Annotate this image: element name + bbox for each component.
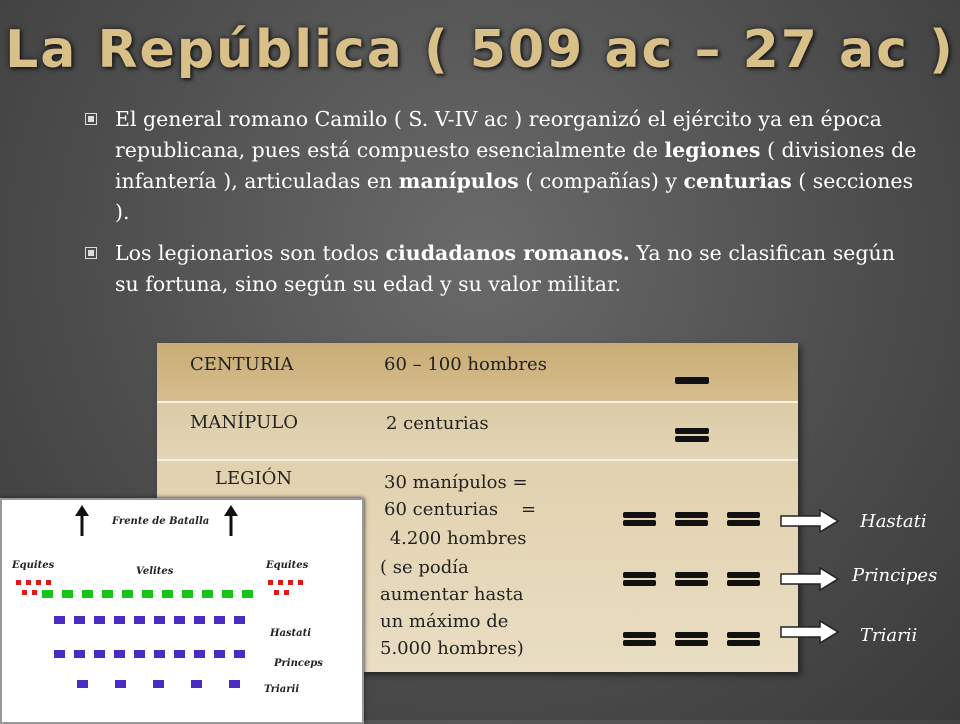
bullet-2-bold-ciudadanos: ciudadanos romanos. — [385, 241, 630, 265]
hastati-label: Hastati — [270, 628, 312, 639]
arrow-right-icon — [780, 567, 840, 591]
velites-label: Velites — [136, 566, 174, 577]
hastati-unit — [94, 616, 105, 624]
table-cell-desc-5: aumentar hasta — [380, 584, 524, 605]
manipulo-symbol-bottom — [675, 436, 709, 442]
legion-triarii-symbol — [675, 632, 708, 638]
legion-triarii-symbol — [727, 632, 760, 638]
line-label-principes: Principes — [852, 565, 938, 586]
princeps-unit — [214, 650, 225, 658]
princeps-unit — [174, 650, 185, 658]
princeps-label: Princeps — [274, 658, 323, 669]
bullet-list — [85, 104, 925, 310]
triarii-unit — [77, 680, 88, 688]
equites-unit — [268, 580, 273, 585]
hastati-unit — [74, 616, 85, 624]
triarii-unit — [229, 680, 240, 688]
arrow-right-icon — [780, 509, 840, 533]
velites-unit — [82, 590, 93, 598]
equites-unit — [46, 580, 51, 585]
hastati-unit — [234, 616, 245, 624]
legion-principes-symbol — [675, 580, 708, 586]
bullet-1-text-4: ( secciones ). — [115, 169, 914, 224]
princeps-unit — [54, 650, 65, 658]
bullet-1-bold-manipulos: manípulos — [398, 169, 519, 193]
equites-right-label: Equites — [266, 560, 309, 571]
table-cell-desc: 60 – 100 hombres — [384, 354, 547, 375]
table-cell-desc: 2 centurias — [386, 413, 489, 434]
front-label: Frente de Batalla — [112, 516, 210, 527]
legion-principes-symbol — [727, 580, 760, 586]
table-row-manipulo — [157, 403, 798, 459]
bullet-1-bold-legiones: legiones — [664, 138, 761, 162]
hastati-unit — [194, 616, 205, 624]
equites-unit — [26, 580, 31, 585]
princeps-unit — [74, 650, 85, 658]
bullet-1 — [85, 104, 925, 228]
legion-hastati-symbol — [623, 520, 656, 526]
line-label-hastati: Hastati — [860, 511, 927, 532]
legion-triarii-symbol — [623, 632, 656, 638]
equites-unit — [22, 590, 27, 595]
arrow-up-icon — [224, 505, 238, 536]
legion-hastati-symbol — [727, 520, 760, 526]
arrow-up-icon — [75, 505, 89, 536]
triarii-label: Triarii — [264, 684, 300, 695]
hastati-unit — [134, 616, 145, 624]
bullet-2-text-1: Los legionarios son todos — [115, 241, 386, 265]
princeps-unit — [234, 650, 245, 658]
bullet-2-text-2: Ya no se clasifican según su fortuna, sino según su edad y su valor militar. — [115, 241, 895, 296]
triarii-unit — [191, 680, 202, 688]
legion-triarii-symbol — [727, 640, 760, 646]
table-cell-name: CENTURIA — [190, 354, 294, 375]
line-label-triarii: Triarii — [860, 625, 918, 646]
legion-principes-symbol — [623, 580, 656, 586]
table-cell-desc-2: 60 centurias = — [384, 499, 537, 520]
legion-principes-symbol — [727, 572, 760, 578]
equites-unit — [288, 580, 293, 585]
princeps-unit — [194, 650, 205, 658]
arrow-right-icon — [780, 620, 840, 644]
princeps-unit — [134, 650, 145, 658]
table-cell-desc-7: 5.000 hombres) — [380, 638, 524, 659]
hastati-unit — [114, 616, 125, 624]
table-cell-name: MANÍPULO — [190, 412, 298, 433]
table-cell-desc-6: un máximo de — [380, 611, 509, 632]
table-cell-name: LEGIÓN — [215, 468, 293, 489]
velites-unit — [102, 590, 113, 598]
velites-unit — [182, 590, 193, 598]
equites-unit — [284, 590, 289, 595]
velites-unit — [142, 590, 153, 598]
princeps-unit — [114, 650, 125, 658]
legion-triarii-symbol — [675, 640, 708, 646]
legion-hastati-symbol — [623, 512, 656, 518]
equites-unit — [298, 580, 303, 585]
velites-unit — [242, 590, 253, 598]
legion-hastati-symbol — [727, 512, 760, 518]
legion-principes-symbol — [623, 572, 656, 578]
bullet-icon — [85, 113, 97, 125]
equites-unit — [16, 580, 21, 585]
slide-title: La República ( 509 ac – 27 ac ) — [5, 20, 955, 80]
table-cell-desc-1: 30 manípulos = — [384, 472, 528, 493]
bullet-1-bold-centurias: centurias — [683, 169, 792, 193]
princeps-unit — [94, 650, 105, 658]
princeps-unit — [154, 650, 165, 658]
legion-hastati-symbol — [675, 520, 708, 526]
centuria-symbol — [675, 377, 709, 384]
equites-unit — [36, 580, 41, 585]
equites-unit — [32, 590, 37, 595]
table-cell-desc-4: ( se podía — [380, 557, 469, 578]
manipulo-symbol-top — [675, 428, 709, 434]
hastati-unit — [154, 616, 165, 624]
velites-unit — [42, 590, 53, 598]
velites-unit — [222, 590, 233, 598]
hastati-unit — [54, 616, 65, 624]
legion-hastati-symbol — [675, 512, 708, 518]
velites-unit — [122, 590, 133, 598]
table-cell-desc-3: 4.200 hombres — [384, 528, 527, 549]
velites-unit — [202, 590, 213, 598]
bullet-1-text-2: ( divisiones de infantería ), articuladas en — [115, 138, 917, 193]
table-row-centuria — [157, 343, 798, 401]
bullet-icon — [85, 247, 97, 259]
legion-principes-symbol — [675, 572, 708, 578]
formation-arrows — [2, 500, 362, 722]
legion-triarii-symbol — [623, 640, 656, 646]
hastati-unit — [214, 616, 225, 624]
bullet-2 — [85, 238, 925, 300]
equites-unit — [278, 580, 283, 585]
velites-unit — [62, 590, 73, 598]
triarii-unit — [115, 680, 126, 688]
velites-unit — [162, 590, 173, 598]
equites-unit — [274, 590, 279, 595]
hastati-unit — [174, 616, 185, 624]
battle-formation-diagram — [0, 498, 364, 724]
triarii-unit — [153, 680, 164, 688]
bullet-1-text-1: El general romano Camilo ( S. V-IV ac ) reorganizó el ejército ya en época republicana, pues está compuesto esencialmente de — [115, 107, 882, 162]
bullet-1-text-3: ( compañías) y — [518, 169, 684, 193]
equites-left-label: Equites — [12, 560, 55, 571]
